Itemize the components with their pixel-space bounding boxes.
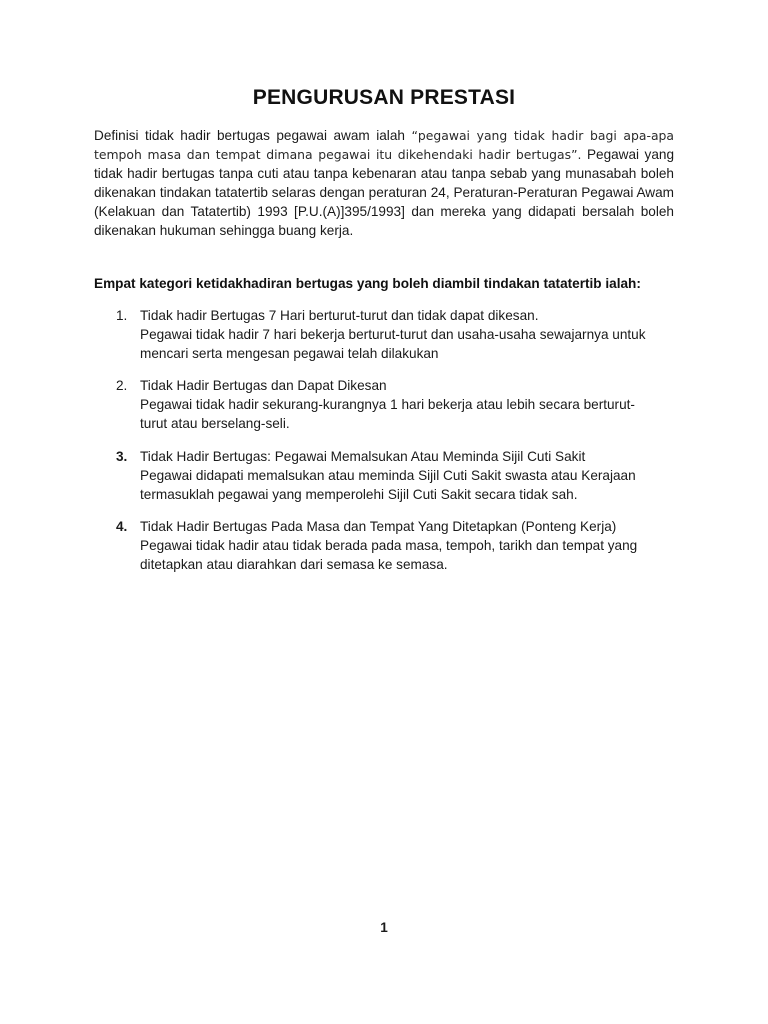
- list-item-number: 2.: [116, 378, 128, 393]
- list-item-description: ditetapkan atau diarahkan dari semasa ke semasa.: [140, 557, 448, 572]
- categories-heading: Empat kategori ketidakhadiran bertugas yang boleh diambil tindakan tatatertib ialah:: [94, 276, 641, 291]
- list-item-description: Pegawai tidak hadir sekurang-kurangnya 1 hari bekerja atau lebih secara berturut-: [140, 397, 635, 412]
- list-item-description: Pegawai tidak hadir atau tidak berada pada masa, tempoh, tarikh dan tempat yang: [140, 538, 638, 553]
- intro-paragraph: [94, 126, 674, 240]
- list-item-title: Tidak Hadir Bertugas: Pegawai Memalsukan Atau Meminda Sijil Cuti Sakit: [140, 449, 586, 464]
- intro-quote-line2: tempoh masa dan tempat dimana pegawai itu dikehendaki hadir bertugas”.: [94, 147, 582, 162]
- intro-rest: Pegawai yang tidak hadir bertugas tanpa cuti atau tanpa kebenaran atau tanpa sebab yang munasabah boleh dikenakan tindakan tatatertib selaras dengan peraturan 24, Peraturan-Peraturan Pegawai Awam (Kelakuan dan Tatatertib) 1993 [P.U.(A)]395/1993] dan mereka yang didapati bersalah boleh dikenakan hukuman sehingga buang kerja.: [94, 147, 675, 238]
- list-item-description: Pegawai didapati memalsukan atau meminda Sijil Cuti Sakit swasta atau Kerajaan: [140, 468, 636, 483]
- list-item-number: 4.: [116, 519, 128, 534]
- list-item-title: Tidak Hadir Bertugas dan Dapat Dikesan: [140, 378, 387, 393]
- list-item-number: 3.: [116, 449, 128, 464]
- list-item-description: mencari serta mengesan pegawai telah dilakukan: [140, 346, 439, 361]
- list-item-description: Pegawai tidak hadir 7 hari bekerja berturut-turut dan usaha-usaha sewajarnya untuk: [140, 327, 646, 342]
- intro-lead: Definisi tidak hadir bertugas pegawai awam ialah: [94, 128, 405, 143]
- list-item-title: Tidak Hadir Bertugas Pada Masa dan Tempat Yang Ditetapkan (Ponteng Kerja): [140, 519, 617, 534]
- list-item-number: 1.: [116, 308, 128, 323]
- page-number: 1: [380, 920, 388, 935]
- list-item-description: termasuklah pegawai yang memperolehi Sijil Cuti Sakit secara tidak sah.: [140, 487, 578, 502]
- intro-quote-line1: “pegawai yang tidak hadir bagi apa-apa: [411, 128, 674, 143]
- page-title: PENGURUSAN PRESTASI: [252, 86, 516, 109]
- list-item-title: Tidak hadir Bertugas 7 Hari berturut-turut dan tidak dapat dikesan.: [140, 308, 539, 323]
- list-item-description: turut atau berselang-seli.: [140, 416, 290, 431]
